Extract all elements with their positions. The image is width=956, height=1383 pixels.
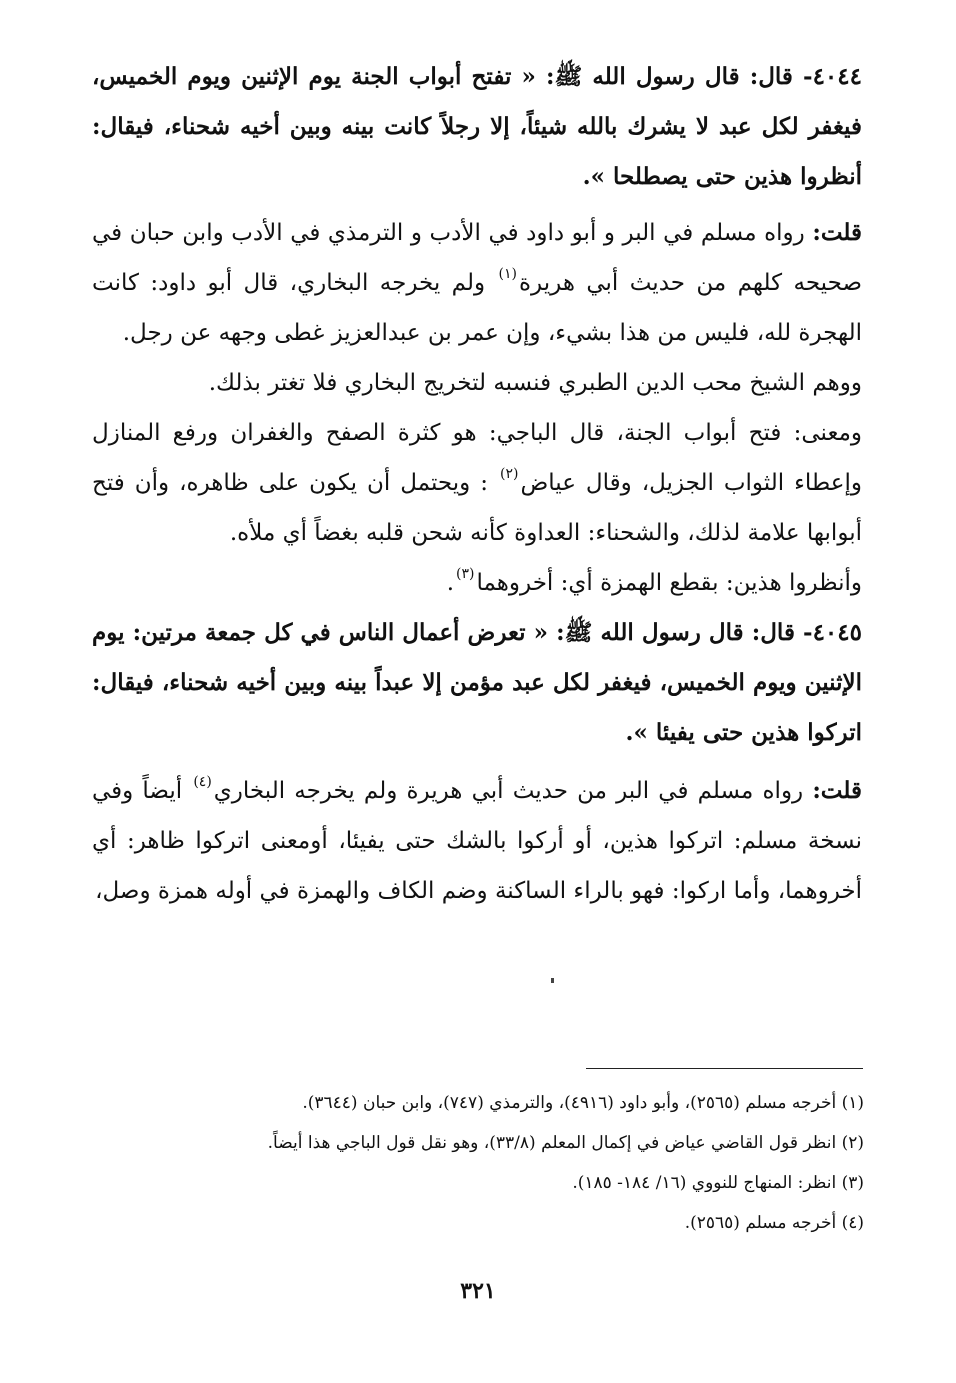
comment-4044 bbox=[92, 208, 862, 358]
footnote-3: (٣) انظر: المنهاج للنووي (١٦/ ١٨٤- ١٨٥). bbox=[572, 1173, 864, 1193]
anzuru-end: . bbox=[446, 570, 454, 596]
comment-label: قلت: bbox=[812, 777, 862, 804]
page-number: ٣٢١ bbox=[460, 1278, 496, 1304]
comment-4045-part2: أيضاً وفي نسخة مسلم: اتركوا هذين، أو أركوا بالشك حتى يفيئا، أومعنى اتركوا ظاهر: أي أخروهما، وأما اركوا: فهو بالراء الساكنة وضم الكاف والهمزة في أوله همزة وصل، bbox=[92, 778, 862, 904]
footnotes bbox=[192, 1083, 864, 1243]
hadith-4044 bbox=[92, 52, 862, 202]
comment-4045-part1: رواه مسلم في البر من حديث أبي هريرة ولم يخرجه البخاري bbox=[213, 778, 804, 804]
footnote-2: (٢) انظر قول القاضي عياض في إكمال المعلم (٣٣/٨)، وهو نقل قول الباجي هذا أيضاً. bbox=[267, 1133, 864, 1153]
footnote-ref-4: (٤) bbox=[193, 774, 212, 790]
note-wahm: ووهم الشيخ محب الدين الطبري فنسبه لتخريج البخاري فلا تغتر بذلك. bbox=[208, 370, 862, 396]
meaning-paragraph bbox=[92, 408, 862, 558]
footnote-ref-3: (٣) bbox=[456, 566, 475, 582]
hadith-4044-lead: ٤٠٤٤- قال: قال رسول الله ﷺ: bbox=[545, 63, 862, 90]
comment-4044-part2: ولم يخرجه البخاري، قال أبو داود: كانت الهجرة لله، فليس من هذا بشيء، وإن عمر بن عبدالعزيز غطى وجهه عن رجل. bbox=[92, 270, 862, 346]
meaning-part1: ومعنى: فتح أبواب الجنة، قال الباجي: هو كثرة الصفح والغفران ورفع المنازل وإعطاء الثواب الجزيل، وقال عياض bbox=[92, 420, 862, 496]
anzuru-paragraph bbox=[92, 558, 862, 608]
hadith-4044-text: « تفتح أبواب الجنة يوم الإثنين ويوم الخميس، فيغفر لكل عبد لا يشرك بالله شيئاً، إلا رجلاً كانت بينه وبين أخيه شحناء، فيقال: أنظروا هذين حتى يصطلحا ». bbox=[92, 63, 862, 190]
comment-label: قلت: bbox=[812, 219, 863, 246]
comment-4044-part1: رواه مسلم في البر و أبو داود في الأدب و الترمذي في الأدب وابن حبان في صحيحه كلهم من حديث أبي هريرة bbox=[92, 220, 862, 296]
meaning-part2: : ويحتمل أن يكون على ظاهره، وأن فتح أبوابها علامة لذلك، والشحناء: العداوة كأنه شحن قلبه بغضاً أي ملأه. bbox=[92, 470, 862, 546]
hadith-4045-text: « تعرض أعمال الناس في كل جمعة مرتين: يوم الإثنين ويوم الخميس، فيغفر لكل عبد مؤمن إلا عبداً بينه وبين أخيه شحناء، فيقال: اتركوا هذين حتى يفيئا ». bbox=[92, 619, 862, 746]
hadith-4045 bbox=[92, 608, 862, 758]
footnote-ref-2: (٢) bbox=[499, 466, 519, 482]
anzuru-text: وأنظروا هذين: بقطع الهمزة أي: أخروهما bbox=[476, 570, 862, 596]
page-body bbox=[92, 52, 862, 916]
footnote-4: (٤) أخرجه مسلم (٢٥٦٥). bbox=[684, 1213, 864, 1233]
footnote-1: (١) أخرجه مسلم (٢٥٦٥)، وأبو داود (٤٩١٦)، والترمذي (٧٤٧)، وابن حبان (٣٦٤٤). bbox=[302, 1093, 864, 1113]
footnote-divider bbox=[586, 1068, 863, 1069]
footnote-ref-1: (١) bbox=[498, 266, 517, 282]
print-speck bbox=[551, 978, 554, 983]
hadith-4045-lead: ٤٠٤٥- قال: قال رسول الله ﷺ: bbox=[556, 619, 862, 646]
comment-4045 bbox=[92, 766, 862, 916]
